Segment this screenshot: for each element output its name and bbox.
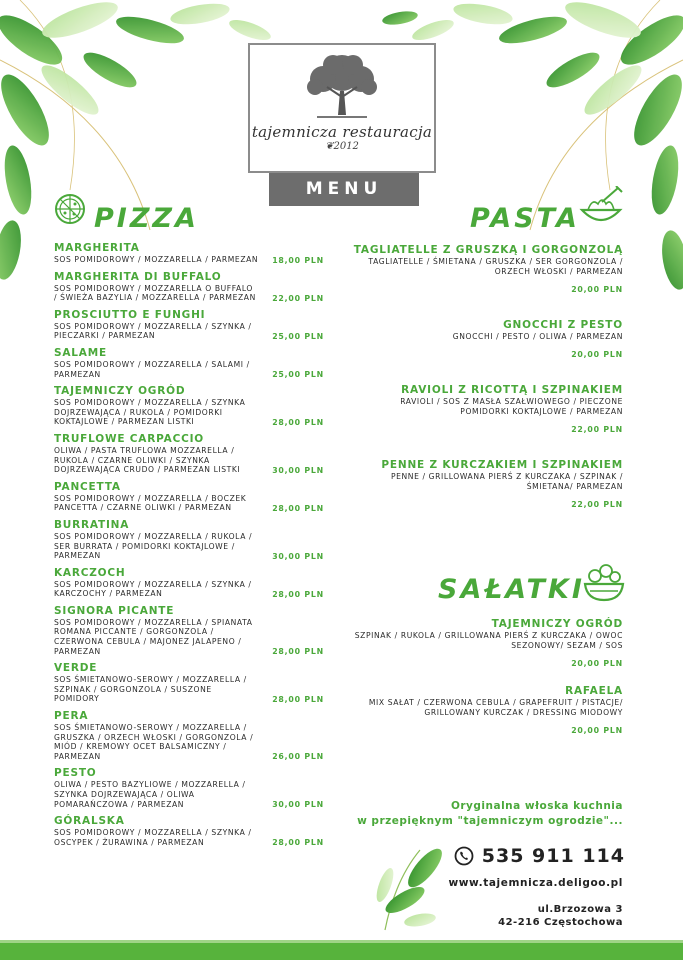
- bottom-stripe: [0, 943, 683, 960]
- salad-price: 20,00 PLN: [571, 726, 623, 735]
- pizza-item: [54, 433, 324, 475]
- salad-item: [353, 617, 623, 668]
- pizza-name: PERA: [54, 710, 89, 723]
- salad-price: 20,00 PLN: [571, 659, 623, 668]
- pasta-desc: RAVIOLI / SOS Z MASŁA SZAŁWIOWEGO / PIECZONE POMIDORKI KOKTAJLOWE / PARMEZAN: [400, 397, 623, 416]
- pasta-icon: [578, 186, 624, 228]
- pizza-name: SALAME: [54, 346, 107, 359]
- pizza-price: 30,00 PLN: [272, 800, 324, 810]
- pizza-item: [54, 242, 324, 265]
- tagline-line-1: Oryginalna włoska kuchnia: [450, 800, 623, 812]
- pizza-name: VERDE: [54, 662, 98, 675]
- pizza-price: 30,00 PLN: [272, 551, 324, 561]
- pizza-name: TAJEMNICZY OGRÓD: [54, 385, 186, 398]
- pizza-item: [54, 815, 324, 847]
- pizza-list: [54, 242, 324, 853]
- pasta-price: 20,00 PLN: [571, 350, 623, 359]
- pizza-item: [54, 662, 324, 704]
- salad-item: [353, 684, 623, 735]
- pasta-item: [353, 458, 623, 509]
- tree-logo-icon: [297, 51, 387, 123]
- pasta-desc: TAGLIATELLE / ŚMIETANA / GRUSZKA / SER GORGONZOLA / ORZECH WŁOSKI / PARMEZAN: [368, 257, 623, 276]
- pizza-desc: SOS POMIDOROWY / MOZZARELLA / SALAMI / PARMEZAN: [54, 359, 250, 379]
- pizza-desc: SOS POMIDOROWY / MOZZARELLA / BOCZEK PANCETTA / CZARNE OLIWKI / PARMEZAN: [54, 493, 247, 513]
- pizza-name: MARGHERITA: [54, 242, 140, 254]
- menu-banner: MENU: [269, 173, 419, 206]
- pasta-price: 20,00 PLN: [571, 285, 623, 294]
- salad-desc: MIX SAŁAT / CZERWONA CEBULA / GRAPEFRUIT / PISTACJE/ GRILLOWANY KURCZAK / DRESSING MIODOWY: [368, 698, 623, 717]
- pizza-price: 30,00 PLN: [272, 465, 324, 475]
- address-city: 42-216 Częstochowa: [498, 917, 623, 928]
- restaurant-logo: [248, 43, 436, 173]
- pasta-name: GNOCCHI Z PESTO: [503, 319, 623, 331]
- website-link[interactable]: www.tajemnicza.deligoo.pl: [448, 877, 623, 889]
- pizza-price: 28,00 PLN: [272, 838, 324, 848]
- pizza-desc: SOS POMIDOROWY / MOZZARELLA / RUKOLA / SER BURRATA / POMIDORKI KOKTAJLOWE / PARMEZAN: [54, 531, 253, 561]
- pizza-item: [54, 309, 324, 341]
- pizza-name: SIGNORA PICANTE: [54, 604, 175, 617]
- pasta-item: [353, 383, 623, 434]
- phone-number[interactable]: [454, 845, 625, 867]
- pasta-desc: PENNE / GRILLOWANA PIERŚ Z KURCZAKA / SZPINAK / ŚMIETANA/ PARMEZAN: [390, 472, 623, 491]
- pizza-price: 28,00 PLN: [272, 503, 324, 513]
- pizza-item: [54, 385, 324, 427]
- address: [498, 903, 623, 929]
- pasta-name: RAVIOLI Z RICOTTĄ I SZPINAKIEM: [401, 384, 623, 396]
- pizza-price: 28,00 PLN: [272, 695, 324, 705]
- salads-list: [353, 617, 623, 749]
- address-street: ul.Brzozowa 3: [537, 904, 623, 915]
- phone-text: 535 911 114: [481, 845, 625, 867]
- pasta-item: [353, 243, 623, 294]
- pizza-desc: SOS POMIDOROWY / MOZZARELLA O BUFFALO / ŚWIEŻA BAZYLIA / MOZZARELLA / PARMEZAN: [54, 283, 256, 303]
- pizza-desc: SOS POMIDOROWY / MOZZARELLA / SZYNKA / OSCYPEK / ŻURAWINA / PARMEZAN: [54, 828, 252, 847]
- salad-name: RAFAELA: [565, 685, 623, 697]
- pizza-price: 18,00 PLN: [272, 255, 324, 265]
- pizza-name: PANCETTA: [54, 480, 121, 493]
- pizza-icon: [54, 193, 86, 225]
- pizza-price: 28,00 PLN: [272, 647, 324, 657]
- pasta-name: TAGLIATELLE Z GRUSZKĄ I GORGONZOLĄ: [353, 244, 623, 256]
- pizza-desc: SOS POMIDOROWY / MOZZARELLA / SZYNKA / PIECZARKI / PARMEZAN: [54, 321, 252, 341]
- brand-year: ❦2012: [325, 141, 359, 152]
- phone-icon: [454, 846, 474, 866]
- pizza-item: [54, 710, 324, 761]
- salads-section-title: SAŁATKI: [438, 574, 585, 605]
- tagline-line-2: w przepięknym "tajemniczym ogrodzie"...: [357, 815, 623, 827]
- pizza-name: TRUFLOWE CARPACCIO: [54, 432, 205, 445]
- pizza-price: 26,00 PLN: [272, 752, 324, 762]
- pasta-item: [353, 318, 623, 359]
- pizza-price: 28,00 PLN: [272, 417, 324, 427]
- pizza-item: [54, 605, 324, 656]
- pizza-name: GÓRALSKA: [54, 815, 125, 828]
- pizza-name: BURRATINA: [54, 518, 130, 531]
- pizza-item: [54, 271, 324, 303]
- pasta-section-title: PASTA: [470, 203, 580, 234]
- pasta-name: PENNE Z KURCZAKIEM I SZPINAKIEM: [381, 459, 623, 471]
- pizza-desc: OLIWA / PESTO BAZYLIOWE / MOZZARELLA / SZYNKA DOJRZEWAJĄCA / OLIWA POMARAŃCZOWA / PARMEZAN: [54, 780, 246, 809]
- pizza-price: 28,00 PLN: [272, 589, 324, 599]
- salad-desc: SZPINAK / RUKOLA / GRILLOWANA PIERŚ Z KURCZAKA / OWOC SEZONOWY/ SEZAM / SOS: [354, 631, 623, 650]
- salad-icon: [582, 560, 626, 604]
- brand-name: tajemnicza restauracja: [251, 123, 433, 141]
- pizza-price: 22,00 PLN: [272, 293, 324, 303]
- pasta-price: 22,00 PLN: [571, 425, 623, 434]
- pizza-name: PESTO: [54, 767, 97, 780]
- pizza-desc: SOS POMIDOROWY / MOZZARELLA / PARMEZAN: [54, 255, 259, 264]
- pizza-item: [54, 567, 324, 599]
- pizza-item: [54, 481, 324, 513]
- pizza-name: PROSCIUTTO E FUNGHI: [54, 308, 206, 321]
- pizza-desc: SOS ŚMIETANOWO-SEROWY / MOZZARELLA / GRUSZKA / ORZECH WŁOSKI / GORGONZOLA / MIÓD / KREMOWY OCET BALSAMICZNY / PARMEZAN: [54, 723, 254, 761]
- pizza-item: [54, 519, 324, 561]
- pizza-name: KARCZOCH: [54, 566, 126, 579]
- pizza-price: 25,00 PLN: [272, 370, 324, 380]
- pizza-section-title: PIZZA: [94, 203, 199, 234]
- salad-name: TAJEMNICZY OGRÓD: [491, 618, 623, 630]
- pizza-name: MARGHERITA DI BUFFALO: [54, 270, 222, 283]
- pizza-desc: SOS ŚMIETANOWO-SEROWY / MOZZARELLA / SZPINAK / GORGONZOLA / SUSZONE POMIDORY: [54, 675, 247, 704]
- pizza-item: [54, 767, 324, 809]
- pizza-price: 25,00 PLN: [272, 331, 324, 341]
- pasta-list: [353, 243, 623, 523]
- pizza-desc: SOS POMIDOROWY / MOZZARELLA / SZYNKA DOJRZEWAJĄCA / RUKOLA / POMIDORKI KOKTAJLOWE / PARMEZAN LISTKI: [54, 398, 246, 427]
- pasta-price: 22,00 PLN: [571, 500, 623, 509]
- tagline: [333, 799, 623, 829]
- pizza-desc: SOS POMIDOROWY / MOZZARELLA / SZYNKA / KARCZOCHY / PARMEZAN: [54, 579, 252, 599]
- pizza-item: [54, 347, 324, 379]
- pizza-desc: OLIWA / PASTA TRUFLOWA MOZZARELLA / RUKOLA / CZARNE OLIWKI / SZYNKA DOJRZEWAJĄCA CRUDO / PARMEZAN LISTKI: [54, 445, 241, 475]
- pasta-desc: GNOCCHI / PESTO / OLIWA / PARMEZAN: [452, 332, 623, 341]
- pizza-desc: SOS POMIDOROWY / MOZZARELLA / SPIANATA ROMANA PICCANTE / GORGONZOLA / CZERWONA CEBULA / MAJONEZ JALAPENO / PARMEZAN: [54, 617, 253, 656]
